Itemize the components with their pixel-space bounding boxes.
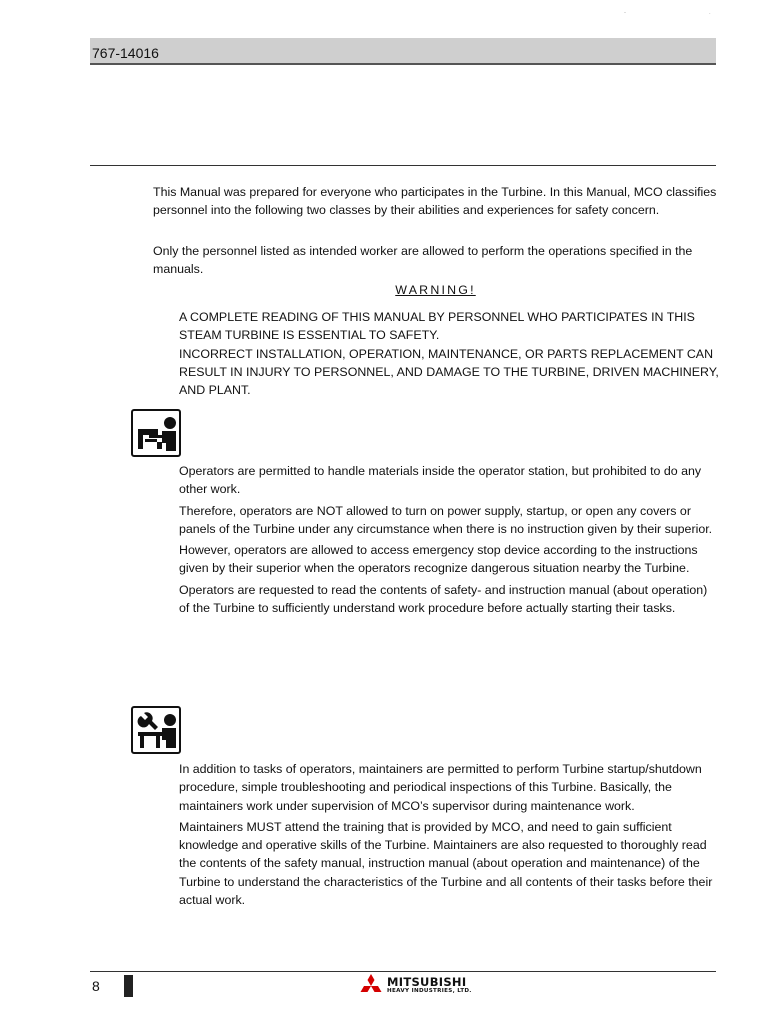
operator-icon bbox=[131, 409, 181, 457]
logo-subtext: HEAVY INDUSTRIES, LTD. bbox=[387, 988, 472, 994]
operators-paragraph: Therefore, operators are NOT allowed to turn on power supply, startup, or open any covers or panels of the Turbine under any circumstance when there is no instruction given by their superior. bbox=[179, 503, 713, 536]
intro-paragraph: This Manual was prepared for everyone who participates in the Turbine. In this Manual, MCO classifies personnel into the following two classes by their abilities and experiences for safety concern. bbox=[153, 185, 717, 218]
warning-text: A COMPLETE READING OF THIS MANUAL BY PERSONNEL WHO PARTICIPATES IN THIS STEAM TURBINE IS ESSENTIAL TO SAFETY. bbox=[179, 310, 695, 343]
three-diamonds-icon bbox=[357, 974, 385, 998]
document-number: 767-14016 bbox=[92, 45, 159, 61]
warning-body bbox=[179, 308, 719, 399]
scan-mark: . bbox=[709, 10, 711, 16]
page-tab-marker bbox=[124, 975, 133, 997]
maintainer-icon bbox=[131, 706, 181, 754]
maintainers-paragraph: Maintainers MUST attend the training that is provided by MCO, and need to gain sufficient knowledge and operative skills of the Turbine. Maintainers are also requested to thoroughly read the contents of the safety manual, instruction manual (about operation and maintenance) of the Turbine to understand the characteristics of the Turbine and all contents of their tasks before their actual work. bbox=[179, 819, 713, 908]
warning-title: WARNING! bbox=[395, 283, 476, 297]
maintainers-paragraph: In addition to tasks of operators, maintainers are permitted to perform Turbine startup/shutdown procedure, simple troubleshooting and periodical inspections of this Turbine. Basically, the maintainers work under supervision of MCO’s supervisor during maintenance work. bbox=[179, 762, 702, 813]
scan-mark: - bbox=[624, 10, 626, 16]
logo-text: MITSUBISHI bbox=[387, 975, 467, 989]
operators-paragraph: However, operators are allowed to access emergency stop device according to the instructions given by their superior when the operators recognize dangerous situation nearby the Turbine. bbox=[179, 543, 698, 576]
intro-paragraph: Only the personnel listed as intended worker are allowed to perform the operations specified in the manuals. bbox=[153, 244, 693, 277]
warning-text: INCORRECT INSTALLATION, OPERATION, MAINTENANCE, OR PARTS REPLACEMENT CAN RESULT IN INJURY TO PERSONNEL, AND DAMAGE TO THE TURBINE, DRIVEN MACHINERY, AND PLANT. bbox=[179, 346, 719, 398]
mitsubishi-logo bbox=[357, 974, 492, 998]
page-number: 8 bbox=[92, 978, 100, 994]
title-divider bbox=[90, 165, 716, 166]
operators-paragraph: Operators are requested to read the contents of safety- and instruction manual (about operation) of the Turbine to sufficiently understand work procedure before actually starting their tasks. bbox=[179, 582, 708, 616]
header-bar bbox=[90, 38, 716, 65]
operators-paragraph: Operators are permitted to handle materials inside the operator station, but prohibited to do any other work. bbox=[179, 464, 702, 497]
footer-divider bbox=[90, 971, 716, 972]
operators-section bbox=[179, 462, 719, 617]
maintainers-section bbox=[179, 760, 719, 909]
